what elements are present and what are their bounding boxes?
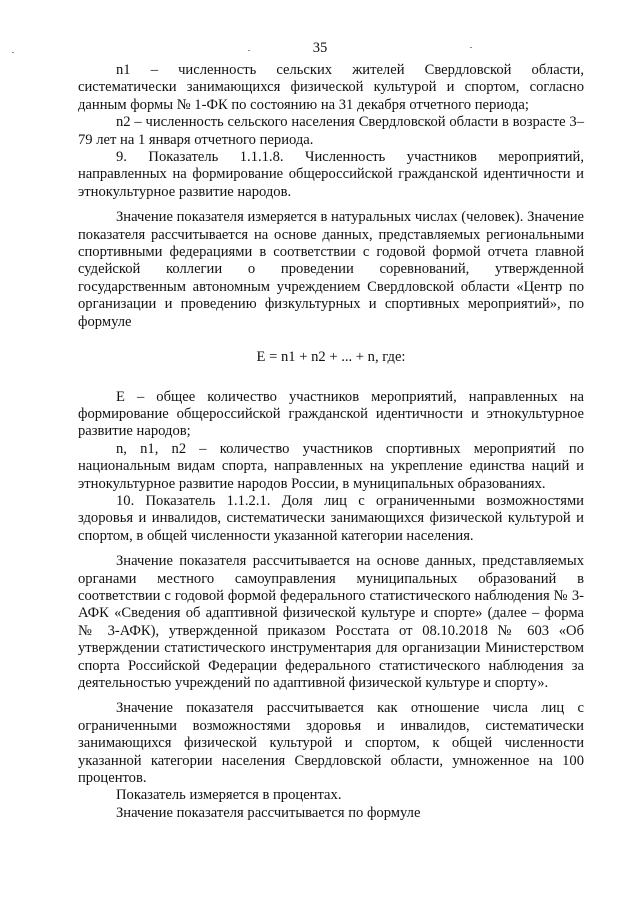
formula-e: E = n1 + n2 + ... + n, где: bbox=[256, 349, 406, 366]
document-body bbox=[78, 62, 584, 822]
paragraph-n2-definition: n2 – численность сельского населения Свердловской области в возрасте 3–79 лет на 1 января отчетного периода. bbox=[78, 114, 584, 148]
paragraph-indicator-9-method: Значение показателя измеряется в натуральных числах (человек). Значение показателя рассчитывается на основе данных, представляемых региональными спортивными федерациями в соответствии с годовой формой отчета главной судейской коллегии о проведении соревнований, утвержденной государственным автономным учреждением Свердловской области «Центр по организации и проведению физкультурных и спортивных мероприятий», по формуле bbox=[78, 209, 584, 330]
paragraph-e-definition: E – общее количество участников мероприятий, направленных на формирование общероссийской гражданской идентичности и этнокультурное развитие народов; bbox=[78, 388, 584, 440]
paragraph-indicator-9: 9. Показатель 1.1.1.8. Численность участников мероприятий, направленных на формирование общероссийской гражданской идентичности и этнокультурное развитие народов. bbox=[78, 149, 584, 200]
paragraph-n1-definition: n1 – численность сельских жителей Свердловской области, систематически занимающихся физической культурой и спортом, согласно данным формы № 1-ФК по состоянию на 31 декабря отчетного периода; bbox=[78, 62, 584, 113]
paragraph-indicator-10-calc: Значение показателя рассчитывается как отношение числа лиц с ограниченными возможностями здоровья и инвалидов, систематически занимающихся физической культурой и спортом, к общей численности указанной категории населения Свердловской области, умноженное на 100 процентов. bbox=[78, 700, 584, 787]
paragraph-unit: Показатель измеряется в процентах. bbox=[116, 787, 342, 804]
scan-speck bbox=[12, 52, 14, 53]
paragraph-formula-intro: Значение показателя рассчитывается по формуле bbox=[116, 804, 421, 821]
paragraph-indicator-10: 10. Показатель 1.1.2.1. Доля лиц с ограниченными возможностями здоровья и инвалидов, систематически занимающихся физической культурой и спортом, в общей численности указанной категории населения. bbox=[78, 492, 584, 544]
scan-speck bbox=[470, 47, 472, 48]
page-number: 35 bbox=[312, 40, 328, 56]
paragraph-n-definition: n, n1, n2 – количество участников спортивных мероприятий по национальным видам спорта, направленных на укрепление единства наций и этнокультурное развитие народов России, в муниципальных образованиях. bbox=[78, 440, 584, 492]
scan-speck bbox=[248, 50, 250, 51]
paragraph-indicator-10-source: Значение показателя рассчитывается на основе данных, представляемых органами местного самоуправления муниципальных образований в соответствии с годовой формой федерального статистического наблюдения № 3-АФК «Сведения об адаптивной физической культуре и спорте» (далее – форма № 3-АФК), утвержденной приказом Росстата от 08.10.2018 № 603 «Об утверждении статистического инструментария для организации Министерством спорта Российской Федерации федерального статистического наблюдения за деятельностью учреждений по адаптивной физической культуре и спорту». bbox=[78, 553, 584, 691]
